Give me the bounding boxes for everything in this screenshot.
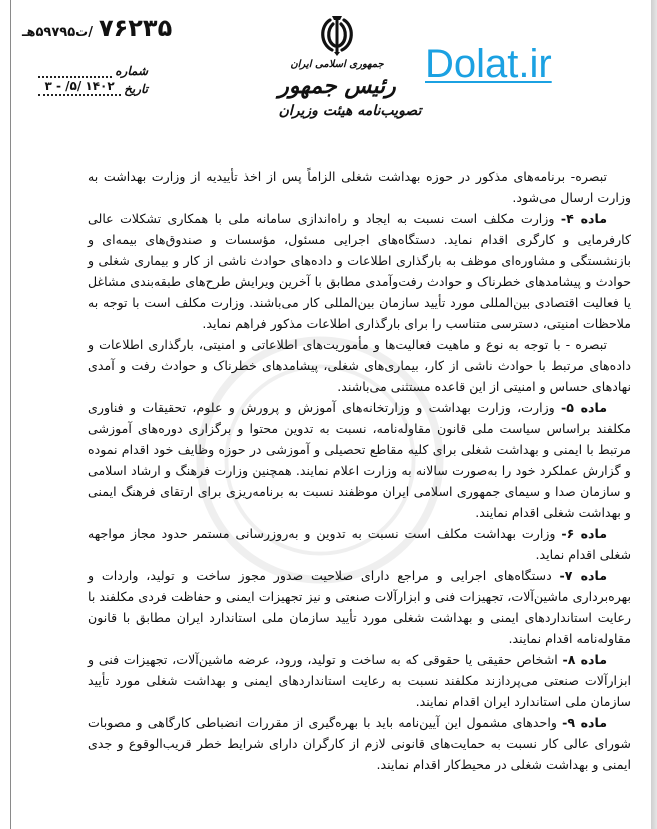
number-date-block <box>38 60 148 96</box>
reference-number-main: ۷۶۲۳۵ <box>98 14 173 42</box>
page-edge-strip <box>651 0 657 829</box>
article-heading: ماده ۴- <box>560 211 607 226</box>
site-link[interactable]: Dolat.ir <box>425 42 552 86</box>
letterhead <box>262 12 422 122</box>
scan-border-line <box>10 0 11 829</box>
article-heading: ماده ۵- <box>561 400 607 415</box>
number-row <box>38 60 148 78</box>
article-heading: ماده ۸- <box>562 652 607 667</box>
article-text: دستگاه‌های اجرایی و مراجع دارای صلاحیت صدور مجوز ساخت و تولید، واردات و بهره‌برداری ماشین‌آلات، تجهیزات فنی و ابزارآلات صنعتی و نیز تجهیزات ایمنی و حفاظت فردی مکلفند با رعایت استانداردهای ایمنی و بهداشت شغلی مورد تأیید سازمان ملی استاندارد ایران مطابق با قانون مقاوله‌نامه اقدام نمایند. <box>88 568 631 646</box>
article-text: واحدهای مشمول این آیین‌نامه باید با بهره‌گیری از مقررات انضباطی کارگاهی و مصوبات شورای عالی کار نسبت به حمایت‌های قانونی لازم از کارگران دارای شرایط خطر قریب‌الوقوع و جدی ایمنی و بهداشت شغلی در محیط‌کار اقدام نمایند. <box>88 715 631 772</box>
iran-emblem-icon <box>316 12 358 56</box>
article-text: وزارت بهداشت مکلف است نسبت به تدوین و به‌روزرسانی مستمر حدود مجاز مواجهه شغلی اقدام نماید. <box>88 526 631 562</box>
paragraph-note-1 <box>88 166 631 208</box>
article-9 <box>88 712 631 775</box>
date-value: ۱۴۰۲ /۵/ - ۳ <box>38 79 121 96</box>
article-heading: ماده ۶- <box>561 526 607 541</box>
date-label: تاریخ <box>124 82 148 96</box>
reference-number <box>22 14 172 42</box>
date-row <box>38 78 148 96</box>
article-8 <box>88 649 631 712</box>
article-4 <box>88 208 631 334</box>
article-7 <box>88 565 631 649</box>
cabinet-resolution-title: تصویب‌نامه هیئت وزیران <box>278 103 422 119</box>
republic-name: جمهوری اسلامی ایران <box>290 59 384 70</box>
paragraph-note-2 <box>88 334 631 397</box>
paragraph-text: تبصره- برنامه‌های مذکور در حوزه بهداشت شغلی الزاماً پس از اخذ تأییدیه از وزارت بهداشت به وزارت ارسال می‌شود. <box>88 169 631 205</box>
article-heading: ماده ۹- <box>562 715 607 730</box>
number-label: شماره <box>115 64 148 78</box>
article-text: وزارت، وزارت بهداشت و وزارتخانه‌های آموزش و پرورش و علوم، تحقیقات و فناوری مکلفند براساس سیاست ملی قانون مقاوله‌نامه، نسبت به تدوین محتوا و برگزاری دوره‌های آموزشی مرتبط با ایمنی و بهداشت شغلی برای کلیه مقاطع تحصیلی و آموزشی در حوزه وظایف خود اقدام نموده و گزارش عملکرد خود را به‌صورت سالانه به وزارت اعلام نمایند. همچنین وزارت فرهنگ و ارشاد اسلامی و سازمان صدا و سیمای جمهوری اسلامی ایران موظفند نسبت به برنامه‌ریزی برای ارتقای فرهنگ ایمنی و بهداشت شغلی اقدام نمایند. <box>88 400 631 520</box>
reference-number-code: /ت۵۹۷۹۵هـ <box>22 25 93 40</box>
president-title: رئیس جمهور <box>278 73 396 99</box>
article-text: وزارت مکلف است نسبت به ایجاد و راه‌اندازی سامانه ملی با همکاری تشکلات عالی کارفرمایی و کارگری اقدام نماید. دستگاه‌های اجرایی مسئول، مؤسسات و صندوق‌های بیمه‌ای و بازنشستگی و مشاوره‌ای موظف به بارگذاری اطلاعات و داده‌های حوادث ناشی از کار و بیماری شغلی و حوادث و پیشامدهای خطرناک و حوادث رفت‌وآمدی مطابق با آخرین ویرایش طرح‌های طبقه‌بندی مشاغل یا فعالیت اقتصادی بین‌المللی مورد تأیید سازمان بین‌المللی کار می‌باشند. وزارت مکلف است با توجه به ملاحظات امنیتی، دسترسی متناسب را برای بارگذاری اطلاعات مذکور فراهم نماید. <box>88 211 631 331</box>
article-6 <box>88 523 631 565</box>
document-body <box>88 166 631 775</box>
number-value <box>38 61 112 78</box>
article-heading: ماده ۷- <box>559 568 607 583</box>
article-5 <box>88 397 631 523</box>
article-text: اشخاص حقیقی یا حقوقی که به ساخت و تولید، ورود، عرضه ماشین‌آلات، تجهیزات فنی و ابزارآلات صنعتی می‌پردازند مکلفند نسبت به رعایت استانداردهای ایمنی و بهداشت شغلی مورد تأیید سازمان ملی استاندارد ایران اقدام نمایند. <box>88 652 631 709</box>
paragraph-text: تبصره - با توجه به نوع و ماهیت فعالیت‌ها و مأموریت‌های اطلاعاتی و امنیتی، بارگذاری اطلاعات و داده‌های مرتبط با حوادث ناشی از کار، بیماری‌های شغلی، پیشامدهای خطرناک و حوادث رفت و آمدی نهادهای حساس و امنیتی از این قاعده مستثنی می‌باشند. <box>88 337 631 394</box>
